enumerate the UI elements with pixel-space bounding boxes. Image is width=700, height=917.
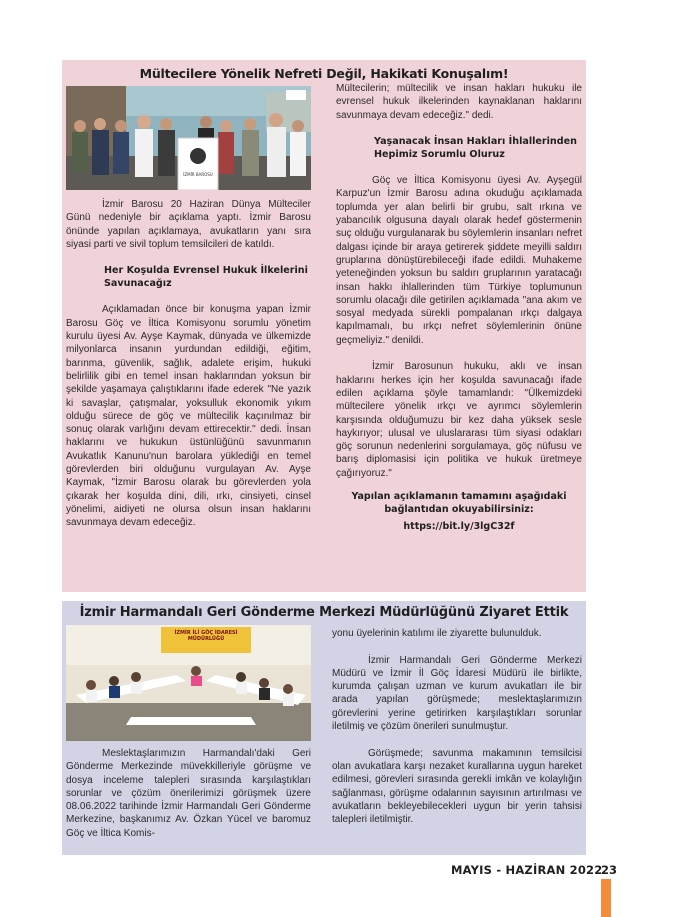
right-column xyxy=(336,82,582,533)
link-intro-line2: bağlantıdan okuyabilirsiniz: xyxy=(384,504,534,516)
subheading-evrensel-hukuk: Her Koşulda Evrensel Hukuk İlkelerini Savunacağız xyxy=(104,265,308,290)
article-mulecilere xyxy=(62,60,586,592)
continuation-paragraph: yonu üyelerinin katılımı ile ziyarette bulunulduk. xyxy=(332,628,542,639)
issue-label: MAYIS - HAZİRAN 2022 xyxy=(451,863,603,877)
karpuz-paragraph: Göç ve İltica Komisyonu üyesi Av. Ayşegül Karpuz'un İzmir Barosu adına okuduğu açıklamada toplumda yer alan belirli bir grubu, salt ırkına ve yabancılık olgusuna dayalı olarak hedef göstermenin suç olduğu vurgulanarak bu söylemlerin insanları nefret dalgası içinde bir araya getirerek şiddete meyilli saldırı gruplarına dönüştürebileceği ifade edildi. Muhakeme yeteneğinden yoksun bu saldırı gruplarının yaratacağı insan hakkı ihlallerinden tüm Türkiye toplumunun sorumlu olacağı dile getirilen açıklamada "ana akım ve sosyal medyada sürekli pompalanan ırkçı dalgaya kapılmamalı, bu ırkçı nefret söylemlerinin önüne geçmeliyiz." denildi. xyxy=(336,175,582,346)
meeting-photo xyxy=(66,625,311,741)
continuation-paragraph: Mültecilerin; mültecilik ve insan hakları hukuku ile evrensel hukuk ilkelerinden kaynaklanan haklarını savunmaya devam edeceğiz." dedi. xyxy=(336,83,582,121)
article-title: Mültecilere Yönelik Nefreti Değil, Hakikati Konuşalım! xyxy=(139,66,509,81)
meeting-paragraph: İzmir Harmandalı Geri Gönderme Merkezi Müdürü ve İzmir İl Göç İdaresi Müdürü ile birlikte, kurumda çalışan uzman ve kurum avukatları ile bir arada yapılan görüşmede; meslektaşlarımızın görevlerini yerine getirirken karşılaştıkları sorunlar iletilmiş ve çözüm önerileri sunulmuştur. xyxy=(332,654,582,733)
meeting-room-illustration xyxy=(66,625,311,741)
visit-intro-paragraph: Meslektaşlarımızın Harmandalı'daki Geri Gönderme Merkezinde müvekkilleriyle görüşme ve dosya inceleme talepleri sırasında karşılaştıkları sorunlar ve çözüm önerilerimizi görüşmek üzere 08.06.2022 tarihinde İzmir Harmandalı Geri Gönderme Merkezine, başkanımız Av. Özkan Yücel ve baromuz Göç ve İltica Komis- xyxy=(66,748,311,839)
statement-link[interactable]: https://bit.ly/3lgC32f xyxy=(403,520,515,532)
article-harmandali xyxy=(62,601,586,855)
right-column xyxy=(332,627,582,840)
page-number: 23 xyxy=(601,863,618,877)
press-statement-photo xyxy=(66,86,311,190)
article-title: İzmir Harmandalı Geri Gönderme Merkezi Müdürlüğünü Ziyaret Ettik xyxy=(79,605,569,620)
link-intro-line1: Yapılan açıklamanın tamamını aşağıdaki xyxy=(351,491,567,503)
left-column xyxy=(66,747,311,853)
meeting-banner-text: İZMİR İLİ GÖÇ İDARESİ MÜDÜRLÜĞÜ xyxy=(174,630,238,642)
left-column xyxy=(66,198,311,543)
subheading-insan-haklari: Yaşanacak İnsan Hakları İhlallerinden Hepimiz Sorumlu Oluruz xyxy=(374,136,577,161)
closing-paragraph: İzmir Barosunun hukuku, aklı ve insan haklarını herkes için her koşulda savunacağı ifade edilen açıklama şöyle tamamlandı: "Ülkemizdeki mültecilere yönelik ırkçı ve ayrımcı söylemlerin karşısında olduğumuzu bir kez daha yüksek sesle haykırıyor; ulusal ve uluslararası tüm siyasi odakları göç sorunun nedenlerini sorgulamaya, göç nüfusu ve barış diplomasisi için politika ve hukuk üretmeye çağırıyoruz." xyxy=(336,361,582,479)
page-accent-bar xyxy=(601,879,611,917)
kaymak-paragraph: Açıklamadan önce bir konuşma yapan İzmir Barosu Göç ve İltica Komisyonu sorumlu yönetim kurulu üyesi Av. Ayşe Kaymak, dünyada ve ülkemizde milyonlarca insanın yurdundan edildiği, eğitim, barınma, güvenlik, sağlık, adalete erişim, hukuki belirlilik gibi en temel insan haklarından yoksun bir şekilde yaşamaya çalıştıklarını ifade ederek "Ne yazık ki savaşlar, çatışmalar, yoksulluk ekonomik yıkım olduğu sürece de göç ve mültecilik kaçınılmaz bir sonuç olarak varlığını devam ettirecektir." dedi. İnsan haklarını ve hukukun üstünlüğünü savunmanın Avukatlık Kanunu'nun barolara yüklediği en temel görevlerden biri olduğunu vurgulayan Av. Ayşe Kaymak, "İzmir Barosu olarak bu görevlerden yola çıkarak her koşulda dini, dili, ırkı, cinsiyeti, cinsel yönelimi, aidiyeti ne olursa olsun insan haklarını savunmaya devam edeceğiz. xyxy=(66,304,311,529)
requests-paragraph: Görüşmede; savunma makamının temsilcisi olan avukatlara karşı nezaket kurallarına uygun hareket edilmesi, görevleri sırasında gerekli imkân ve kolaylığın sağlanması, görüşme odalarının sayısının artırılması ve avukatların bekleyebilecekleri uygun bir yerin tahsisi talepleri iletilmiştir. xyxy=(332,747,582,826)
intro-paragraph: İzmir Barosu 20 Haziran Dünya Mülteciler Günü nedeniyle bir açıklama yaptı. İzmir Barosu önünde yapılan açıklamaya, avukatların yanı sıra siyasi parti ve sivil toplum temsilcileri de katıldı. xyxy=(66,199,311,250)
podium-sign-text: İZMİR BAROSU xyxy=(183,172,213,177)
